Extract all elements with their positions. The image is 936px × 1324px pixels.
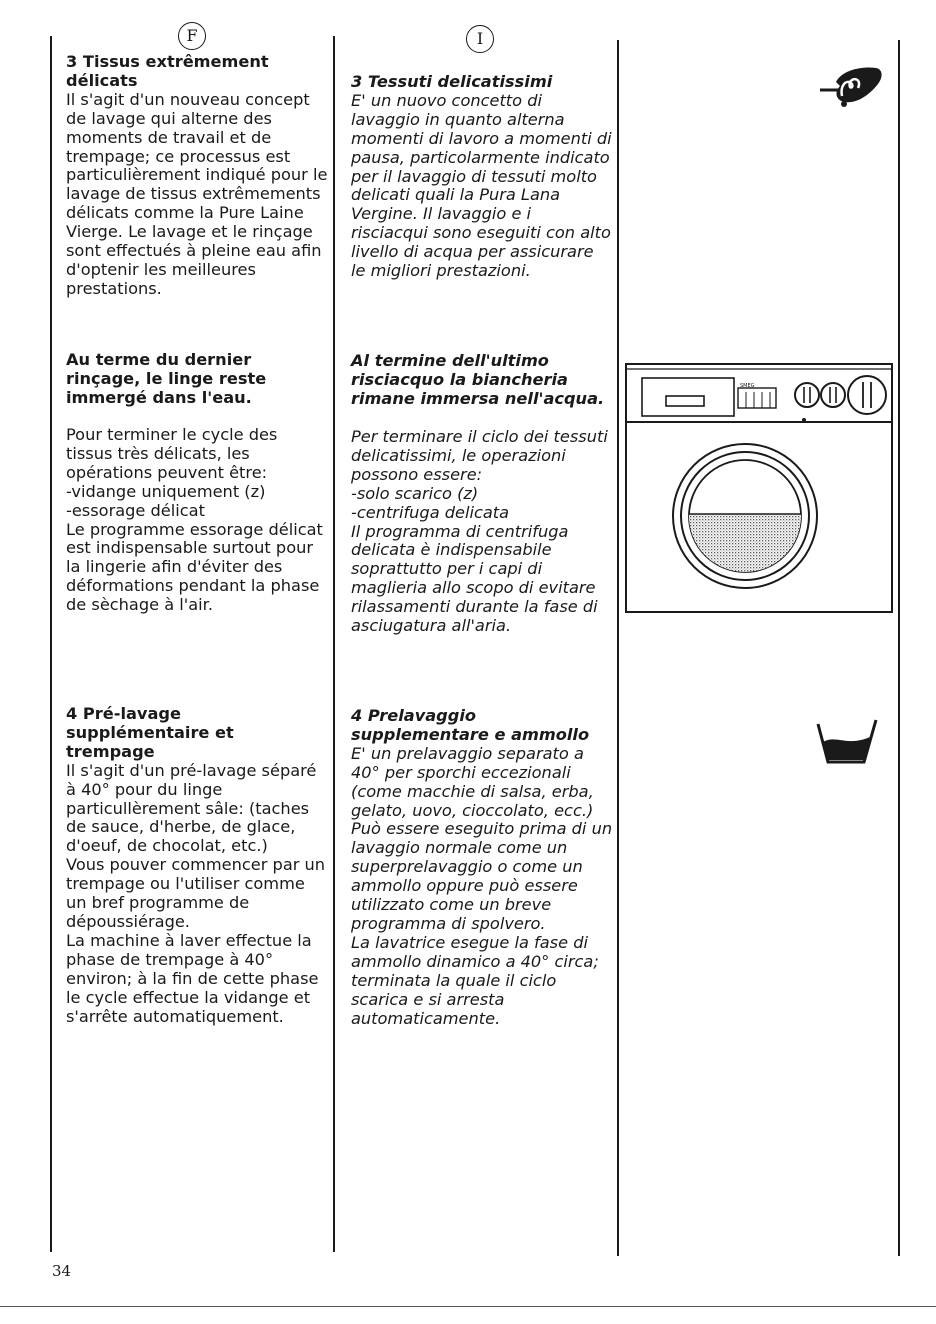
page-number: 34 xyxy=(52,1262,72,1280)
italian-section-1-body: E' un nuovo concetto di lavaggio in quanto alterna momenti di lavoro a momenti di pausa, particolarmente indicato per il lavaggio di tessuti molto delicati quali la Pura Lana Vergine. Il lavaggio e i risciacqui sono eseguiti con alto livello di acqua per assicurare le migliori prestazioni. xyxy=(351,90,612,281)
french-end-text: Pour terminer le cycle des tissus très délicats, les opérations peuvent être: -vidange uniquement (z) -essorage délicat Le programme essorage délicat est indispensable surtout pour la lingerie afin d'éviter des déformations pendant la phase de sèchage à l'air. xyxy=(66,425,323,615)
language-badge-italian: I xyxy=(466,25,494,53)
french-section-2-body: Il s'agit d'un pré-lavage séparé à 40° pour du linge particullèrement sâle: (taches de sauce, d'herbe, de glace, d'oeuf, de chocolat, etc.) Vous pouver commencer par un trempage ou l'utiliser comme un bref programme de dépoussiérage. La machine à laver effectue la phase de trempage à 40° environ; à la fin de cette phase le cycle effectue la vidange et s'arrête automatiquement. xyxy=(66,760,326,1026)
column-rule-far-right xyxy=(898,40,900,1256)
washer-brand-text: SMEG xyxy=(740,383,755,389)
washing-machine-illustration xyxy=(624,360,894,616)
french-section-1 xyxy=(66,53,328,299)
italian-section-1 xyxy=(351,73,613,281)
french-section-2 xyxy=(66,705,328,1026)
column-rule-middle xyxy=(333,36,335,1252)
italian-note-text: Al termine dell'ultimo risciacquo la biancheria rimane immersa nell'acqua. xyxy=(351,351,605,408)
french-section-1-body: Il s'agit d'un nouveau concept de lavage qui alterne des moments de travail et de trempage; ce processus est particulièrement indiqué pour le lavage de tissus extrêmements délicats comme la Pure Laine Vierge. Le lavage et le rinçage sont effectués à pleine eau afin d'optenir les meilleures prestations. xyxy=(66,89,328,298)
italian-section-1-end xyxy=(351,428,613,636)
page-bottom-edge xyxy=(0,1306,936,1307)
language-badge-french: F xyxy=(178,22,206,50)
french-section-2-title: 4 Pré-lavage supplémentaire et trempage xyxy=(66,704,234,761)
italian-section-1-note xyxy=(351,352,613,409)
wash-tub-icon xyxy=(814,718,878,766)
italian-section-2-body: E' un prelavaggio separato a 40° per sporchi eccezionali (come macchie di salsa, erba, gelato, uovo, cioccolato, ecc.) Può essere eseguito prima di un lavaggio normale come un superprelavaggio o come un ammollo oppure può essere utilizzato come un breve programma di spolvero. La lavatrice esegue la fase di ammollo dinamico a 40° circa; terminata la quale il ciclo scarica e si arresta automaticamente. xyxy=(351,743,613,1028)
french-section-1-note xyxy=(66,351,328,408)
italian-section-1-title: 3 Tessuti delicatissimi xyxy=(351,72,553,91)
wool-symbol-icon xyxy=(818,60,886,110)
column-rule-right xyxy=(617,40,619,1256)
italian-section-2-title: 4 Prelavaggio supplementare e ammollo xyxy=(351,706,590,744)
column-rule-left xyxy=(50,36,52,1252)
french-section-1-title: 3 Tissus extrêmement délicats xyxy=(66,52,269,90)
italian-end-text: Per terminare il ciclo dei tessuti delicatissimi, le operazioni possono essere: -solo scarico (z) -centrifuga delicata Il programma di centrifuga delicata è indispensabile soprattutto per i capi di maglieria allo scopo di evitare rilassamenti durante la fase di asciugatura all'aria. xyxy=(351,427,608,636)
french-section-1-end xyxy=(66,426,328,615)
italian-section-2 xyxy=(351,707,613,1028)
french-note-text: Au terme du dernier rinçage, le linge reste immergé dans l'eau. xyxy=(66,350,267,407)
